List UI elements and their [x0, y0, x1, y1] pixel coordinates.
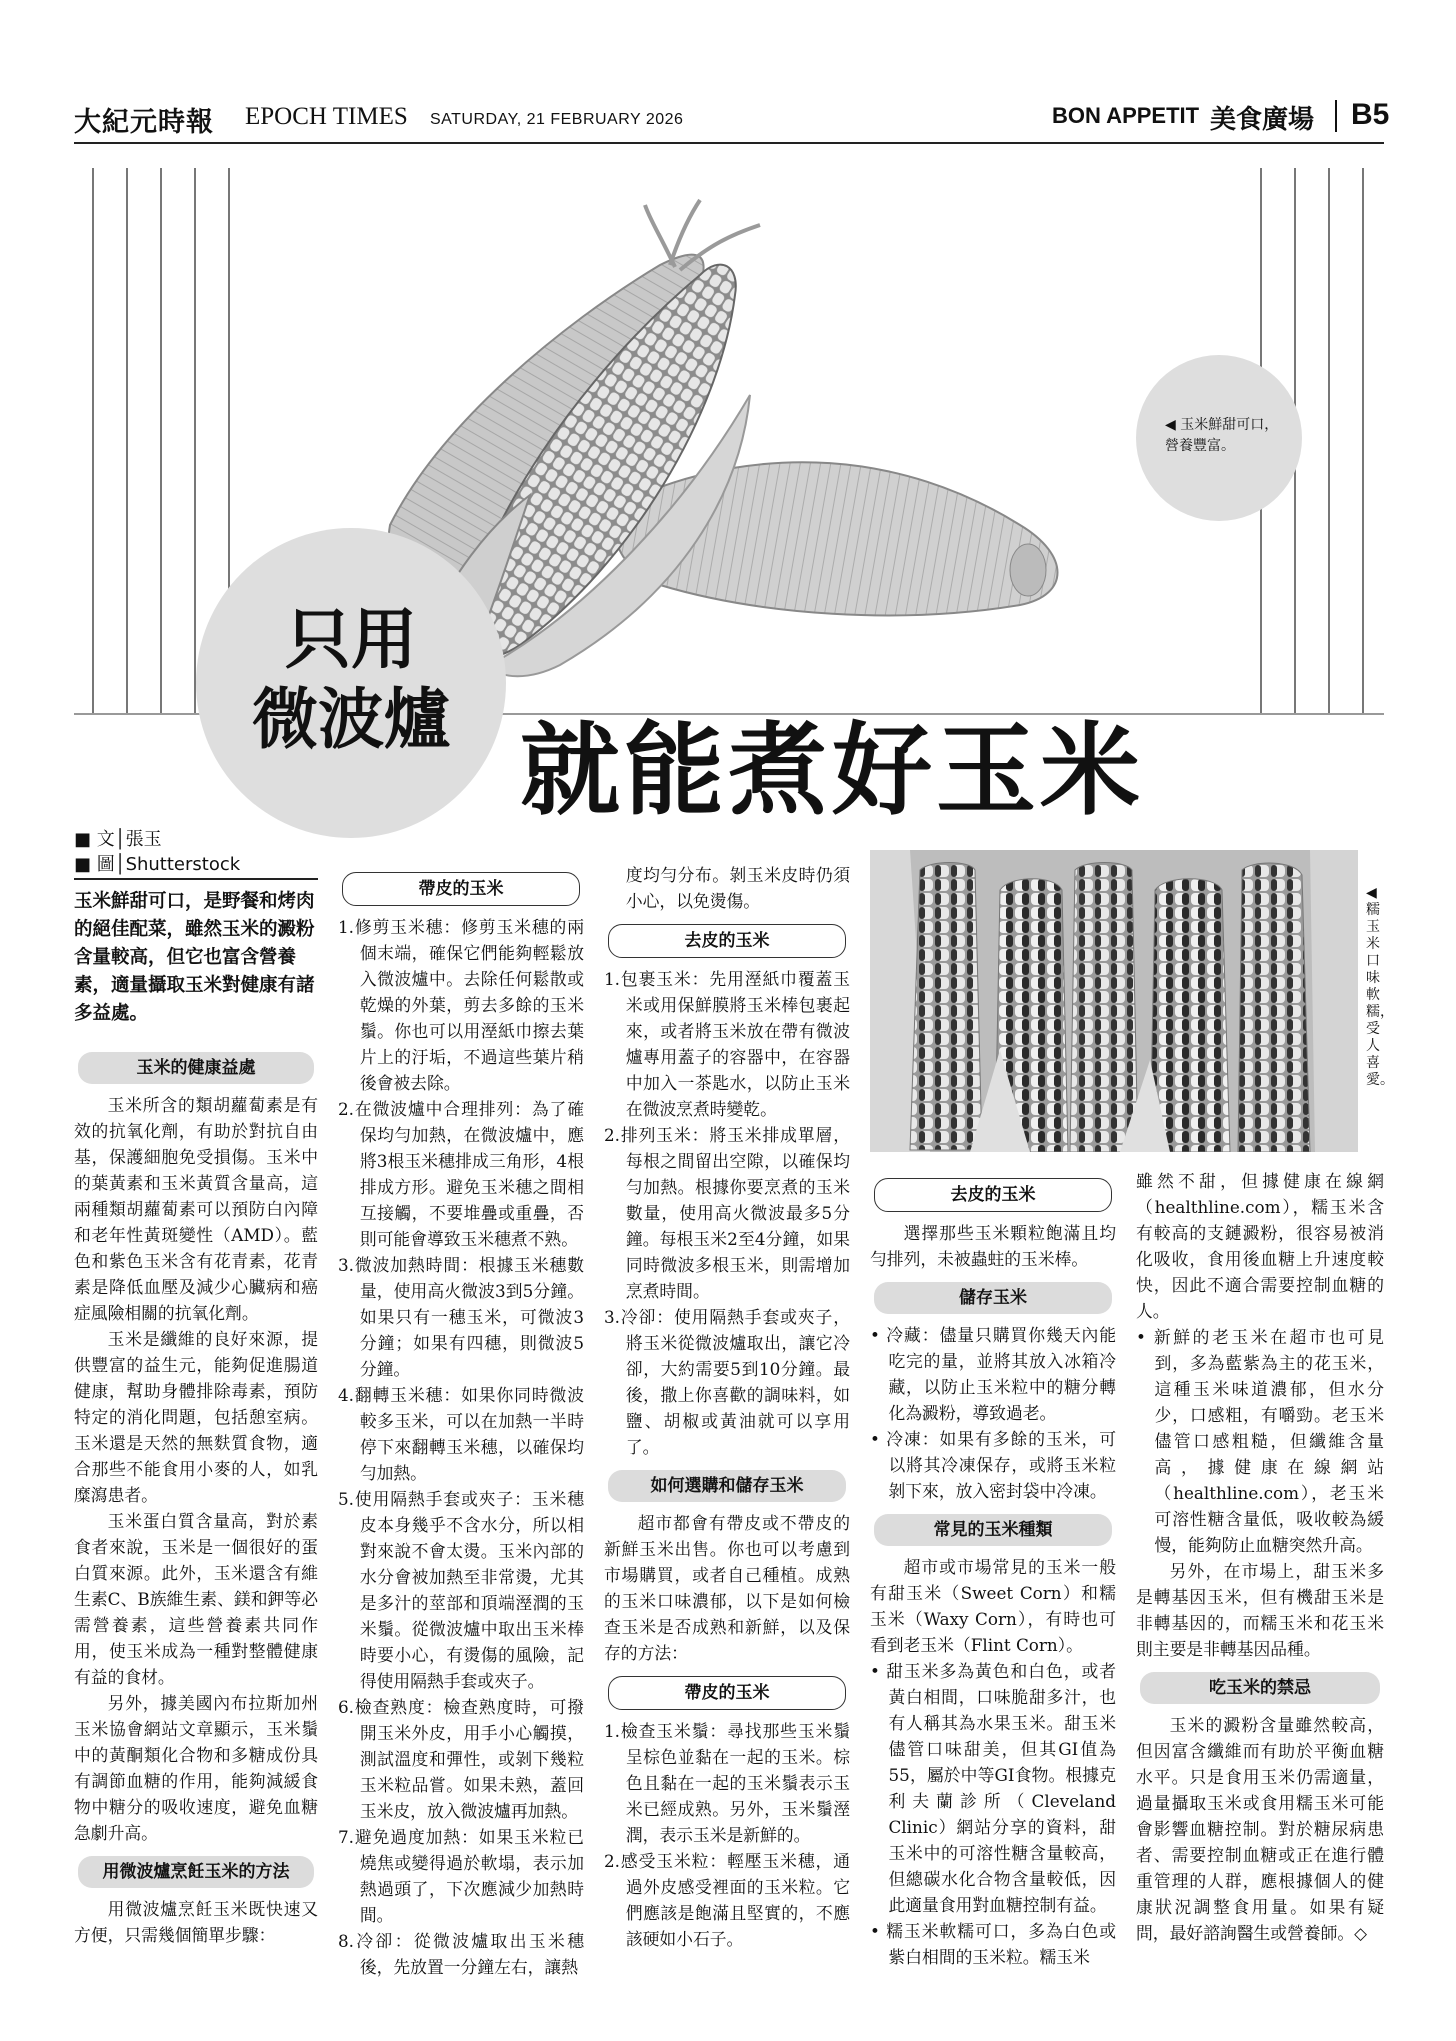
column-5	[1136, 1168, 1384, 1946]
paragraph: 玉米的澱粉含量雖然較高，但因富含纖維而有助於平衡血糖水平。只是食用玉米仍需適量，過量攝取玉米或食用糯玉米可能會影響血糖控制。對於糖尿病患者、需要控制血糖或正在進行體重管理的人群，應根據個人的健康狀況調整食用量。如果有疑問，最好諮詢醫生或營養師。◇	[1136, 1715, 1384, 1943]
subheading-husked-2: 去皮的玉米	[874, 1178, 1112, 1212]
subheading-taboos: 吃玉米的禁忌	[1140, 1672, 1380, 1704]
list-item: 8.冷卻：從微波爐取出玉米穗後，先放置一分鐘左右，讓熱	[338, 1931, 584, 1977]
subheading-corn-varieties: 常見的玉米種類	[874, 1514, 1112, 1546]
photo-caption-vertical: ◀ 糯玉米口味軟糯，受人喜愛。	[1366, 885, 1394, 1088]
list-item: 1.修剪玉米穗：修剪玉米穗的兩個末端，確保它們能夠輕鬆放入微波爐中。去除任何鬆散或乾燥的外葉，剪去多餘的玉米鬚。你也可以用溼紙巾擦去葉片上的汙垢，不過這些葉片稍後會被去除。	[338, 917, 584, 1093]
list-item: • 甜玉米多為黃色和白色，或者黃白相間，口味脆甜多汁，也有人稱其為水果玉米。甜玉米儘管口味甜美，但其GI值為55，屬於中等GI食物。根據克利夫蘭診所（Cleveland Clinic）網站分享的資料，甜玉米中的可溶性糖含量較高，但總碳水化合物含量較低，因此適量食用對血糖控制有益。	[870, 1661, 1116, 1915]
husk-leaf	[1310, 850, 1358, 1152]
list-item: 1.包裹玉米：先用溼紙巾覆蓋玉米或用保鮮膜將玉米棒包裹起來，或者將玉米放在帶有微波爐專用蓋子的容器中，在容器中加入一茶匙水，以防止玉米在微波烹煮時變乾。	[604, 969, 850, 1119]
paragraph: 超市或市場常見的玉米一般有甜玉米（Sweet Corn）和糯玉米（Waxy Corn），有時也可看到老玉米（Flint Corn）。	[870, 1557, 1116, 1655]
list-item: • 糯玉米軟糯可口，多為白色或紫白相間的玉米粒。糯玉米	[870, 1921, 1116, 1967]
issue-date: SATURDAY, 21 FEBRUARY 2026	[430, 111, 684, 128]
storage-list	[870, 1322, 1116, 1504]
photo-credit: ■ 圖│Shutterstock	[74, 854, 241, 875]
section-name: 美食廣場	[1210, 105, 1315, 135]
paragraph: 用微波爐烹飪玉米既快速又方便，只需幾個簡單步驟：	[74, 1899, 318, 1945]
varieties-list	[870, 1658, 1116, 1970]
headline-part2: 就能煮好玉米	[520, 712, 1144, 829]
corn-ear	[910, 863, 982, 1151]
subheading-buy-and-store: 如何選購和儲存玉米	[608, 1470, 846, 1502]
masthead-logo: 大紀元時報	[74, 107, 214, 138]
subheading-health-benefits: 玉米的健康益處	[78, 1052, 314, 1084]
list-item: • 冷藏：儘量只購買你幾天內能吃完的量，並將其放入冰箱冷藏，以防止玉米粒中的糖分轉化為澱粉，導致過老。	[870, 1325, 1116, 1423]
masthead-english: EPOCH TIMES	[245, 103, 408, 130]
subheading-husked: 去皮的玉米	[608, 924, 846, 958]
subheading-with-husk: 帶皮的玉米	[342, 872, 580, 906]
headline-part1: 只用 微波爐	[252, 601, 450, 758]
list-item: 5.使用隔熱手套或夾子：玉米穗皮本身幾乎不含水分，所以相對來說不會太燙。玉米內部的水分會被加熱至非常燙，尤其是多汁的莖部和頂端溼潤的玉米鬚。從微波爐中取出玉米棒時要小心，有燙傷的風險，記得使用隔熱手套或夾子。	[338, 1489, 584, 1691]
credit-rule	[74, 878, 318, 880]
steps-with-husk	[338, 914, 584, 1980]
paragraph: 超市都會有帶皮或不帶皮的新鮮玉米出售。你也可以考慮到市場購買，或者自己種植。成熟的玉米口味濃郁，以下是如何檢查玉米是否成熟和新鮮，以及保存的方法：	[604, 1513, 850, 1663]
list-item: 2.排列玉米：將玉米排成單層，每根之間留出空隙，以確保均勻加熱。根據你要烹煮的玉米數量，使用高火微波最多5分鐘。每根玉米2至4分鐘，如果同時微波多根玉米，則需增加烹煮時間。	[604, 1125, 850, 1301]
author-credit: ■ 文│張玉	[74, 829, 162, 850]
paragraph: 另外，據美國內布拉斯加州玉米協會網站文章顯示，玉米鬚中的黃酮類化合物和多糖成份具有調節血糖的作用，能夠減緩食物中糖分的吸收速度，避免血糖急劇升高。	[74, 1693, 318, 1843]
list-item: • 冷凍：如果有多餘的玉米，可以將其冷凍保存，或將玉米粒剝下來，放入密封袋中冷凍。	[870, 1429, 1116, 1501]
paragraph: 另外，在市場上，甜玉米多是轉基因玉米，但有機甜玉米是非轉基因的，而糯玉米和花玉米則主要是非轉基因品種。	[1136, 1561, 1384, 1659]
paragraph: 玉米蛋白質含量高，對於素食者來說，玉米是一個很好的蛋白質來源。此外，玉米還含有維生素C、B族維生素、鎂和鉀等必需營養素，這些營養素共同作用，使玉米成為一種對整體健康有益的食材。	[74, 1511, 318, 1687]
list-item: 1.檢查玉米鬚：尋找那些玉米鬚呈棕色並黏在一起的玉米。棕色且黏在一起的玉米鬚表示玉米已經成熟。另外，玉米鬚溼潤，表示玉米是新鮮的。	[604, 1721, 850, 1845]
column-3	[604, 862, 850, 1952]
subheading-microwave-method: 用微波爐烹飪玉米的方法	[78, 1856, 314, 1888]
continued-text: 度均勻分布。剝玉米皮時仍須小心，以免燙傷。	[625, 865, 850, 911]
column-4	[870, 1168, 1116, 1970]
continued-text: 雖然不甜，但據健康在線網（healthline.com），糯玉米含有較高的支鏈澱粉，很容易被消化吸收，食用後血糖上升速度較快，因此不適合需要控制血糖的人。	[1136, 1171, 1384, 1321]
corn-ear	[1238, 863, 1310, 1152]
list-item: • 新鮮的老玉米在超市也可見到，多為藍紫為主的花玉米，這種玉米味道濃郁，但水分少，口感粗，有嚼勁。老玉米儘管口感粗糙，但纖維含量高，據健康在線網站（healthline.com），老玉米可溶性糖含量低，吸收較為緩慢，能夠防止血糖突然升高。	[1136, 1327, 1384, 1555]
varieties-list-cont	[1136, 1324, 1384, 1558]
section-name-english: BON APPETIT	[1052, 103, 1200, 128]
list-item: 2.感受玉米粒：輕壓玉米穗，通過外皮感受裡面的玉米粒。它們應該是飽滿且堅實的，不應該硬如小石子。	[604, 1851, 850, 1949]
subheading-with-husk-2: 帶皮的玉米	[608, 1676, 846, 1710]
paragraph: 玉米所含的類胡蘿蔔素是有效的抗氧化劑，有助於對抗自由基，保護細胞免受損傷。玉米中的葉黃素和玉米黃質含量高，這兩種類胡蘿蔔素可以預防白內障和老年性黃斑變性（AMD）。藍色和紫色玉米含有花青素，花青素是降低血壓及減少心臟病和癌症風險相關的抗氧化劑。	[74, 1095, 318, 1323]
header-divider	[1335, 100, 1337, 132]
column-2	[338, 862, 584, 1980]
list-item: 7.避免過度加熱：如果玉米粒已燒焦或變得過於軟塌，表示加熱過頭了，下次應減少加熱時間。	[338, 1827, 584, 1925]
list-item: 4.翻轉玉米穗：如果你同時微波較多玉米，可以在加熱一半時停下來翻轉玉米穗，以確保均勻加熱。	[338, 1385, 584, 1483]
corn-ear	[1070, 863, 1138, 1153]
lede-paragraph: 玉米鮮甜可口，是野餐和烤肉的絕佳配菜，雖然玉米的澱粉含量較高，但它也富含營養素，適量攝取玉米對健康有諸多益處。	[74, 891, 315, 1024]
corn-stem	[1010, 544, 1046, 596]
column-1	[74, 1042, 318, 1948]
steps-husked	[604, 966, 850, 1460]
subheading-storage: 儲存玉米	[874, 1282, 1112, 1314]
page-number: B5	[1351, 98, 1390, 131]
corn-ear	[1150, 879, 1230, 1152]
paragraph: 選擇那些玉米顆粒飽滿且均勻排列，未被蟲蛀的玉米棒。	[870, 1223, 1116, 1269]
paragraph: 玉米是纖維的良好來源，提供豐富的益生元，能夠促進腸道健康，幫助身體排除毒素，預防特定的消化問題，包括憩室病。玉米還是天然的無麩質食物，適合那些不能食用小麥的人，如乳糜瀉患者。	[74, 1329, 318, 1505]
waxy-corn-photo	[870, 850, 1358, 1152]
hero-caption: ◀ 玉米鮮甜可口，營養豐富。	[1165, 417, 1279, 454]
list-item: 3.冷卻：使用隔熱手套或夾子，將玉米從微波爐取出，讓它冷卻，大約需要5到10分鐘。最後，撒上你喜歡的調味料，如鹽、胡椒或黃油就可以享用了。	[604, 1307, 850, 1457]
list-item: 2.在微波爐中合理排列：為了確保均勻加熱，在微波爐中，應將3根玉米穗排成三角形，4根排成方形。避免玉米穗之間相互接觸，不要堆疊或重疊，否則可能會導致玉米穗煮不熟。	[338, 1099, 584, 1249]
header-rule	[74, 142, 1384, 144]
list-item: 6.檢查熟度：檢查熟度時，可撥開玉米外皮，用手小心觸摸，測試溫度和彈性，或剝下幾粒玉米粒品嘗。如果未熟，蓋回玉米皮，放入微波爐再加熱。	[338, 1697, 584, 1821]
list-item: 3.微波加熱時間：根據玉米穗數量，使用高火微波3到5分鐘。如果只有一穗玉米，可微波3分鐘；如果有四穗，則微波5分鐘。	[338, 1255, 584, 1379]
checks-with-husk	[604, 1718, 850, 1952]
